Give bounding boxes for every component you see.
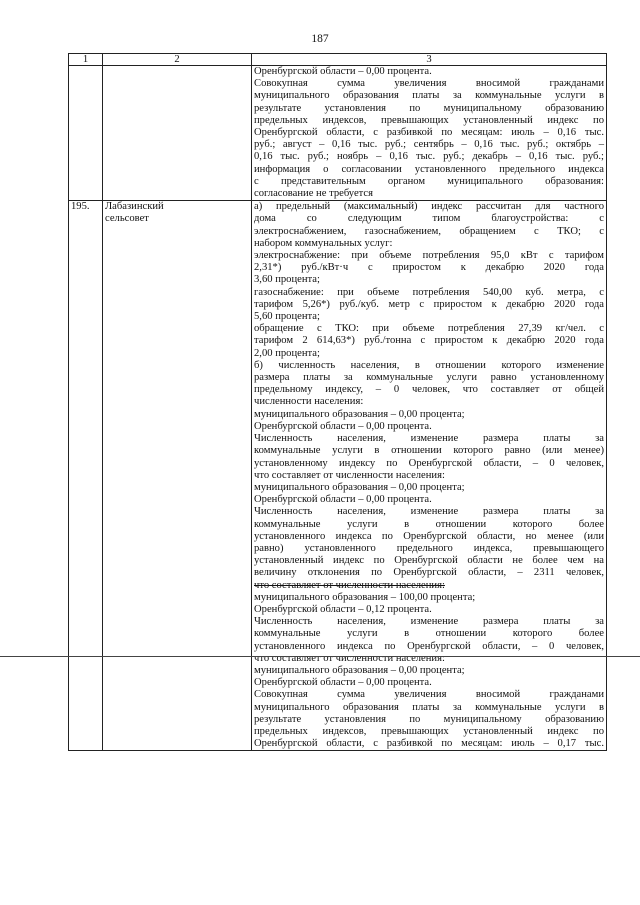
entry-municipality-name (103, 201, 252, 751)
text-line: коммунальные услуги в отношении которого более (254, 628, 604, 640)
text-line: набором коммунальных услуг: (254, 237, 393, 249)
text-line: установленному индексу по Оренбургской области, – 0 человек, (254, 457, 604, 469)
text-line: руб.; август – 0,16 тыс. руб.; сентябрь – 0,16 тыс. руб.; октябрь – (254, 139, 604, 151)
text-line: предельных индексов, превышающих установленный индекс по (254, 114, 604, 126)
text-line: Совокупная сумма увеличения вносимой гражданами (254, 78, 604, 90)
text-line: муниципального образования – 0,00 процента; (254, 408, 465, 420)
page-number: 187 (311, 33, 329, 45)
text-line: муниципального образования – 0,00 процента; (254, 664, 465, 676)
text-line: 0,16 тыс. руб.; ноябрь – 0,16 тыс. руб.; декабрь – 0,16 тыс. руб.; (254, 151, 604, 163)
text-line: результате установления по муниципальному образованию (254, 713, 604, 725)
cell-number-empty (69, 66, 103, 201)
text-line: обращение с ТКО: при объеме потребления 27,39 кг/чел. с (254, 323, 604, 335)
text-line: 3,60 процента; (254, 274, 320, 286)
text-line: 2,00 процента; (254, 347, 320, 359)
cell-continuation-text (252, 66, 607, 201)
page-cut-line (0, 656, 640, 657)
text-line: установленного индекса по Оренбургской области, – 0 человек, (254, 640, 604, 652)
document-table (68, 53, 607, 751)
entry-number: 195. (69, 201, 103, 751)
text-line: б) численность населения, в отношении которого изменение (254, 359, 604, 371)
cell-name-empty (103, 66, 252, 201)
text-line: согласование не требуется (254, 188, 374, 200)
text-line: равно) установленного предельного индекса, превышающего (254, 542, 604, 554)
text-line: электроснабжение: при объеме потребления 95,0 кВт с тарифом (254, 250, 604, 262)
text-line: муниципального образования – 0,00 процента; (254, 481, 465, 493)
text-line: Оренбургской области – 0,00 процента. (254, 677, 432, 689)
text-line: электроснабжением, газоснабжением, обращением с ТКО; с (254, 225, 604, 237)
text-line: с представительным органом муниципального образования: (254, 175, 604, 187)
table-row-continuation (69, 66, 607, 201)
text-line: 2,31*) руб./кВт·ч с приростом к декабрю 2020 года (254, 262, 604, 274)
text-line: газоснабжение: при объеме потребления 540,00 куб. метра, с (254, 286, 604, 298)
text-line: муниципального образования платы за коммунальные услуги в (254, 90, 604, 102)
entry-name-line: сельсовет (105, 213, 149, 225)
text-line: Оренбургской области – 0,00 процента. (254, 420, 432, 432)
text-line: Численность населения, изменение размера платы за (254, 616, 604, 628)
header-col-1: 1 (69, 54, 103, 66)
text-line: Оренбургской области – 0,00 процента. (254, 66, 432, 77)
text-line: установленного индекса по Оренбургской области, но менее (или (254, 530, 604, 542)
header-col-2: 2 (103, 54, 252, 66)
text-line: что составляет от численности населения: (254, 469, 445, 481)
text-line: коммунальные услуги в отношении которого более (254, 518, 604, 530)
text-line: что составляет от численности населения: (254, 579, 445, 591)
text-line: тарифом 2 614,63*) руб./тонна с приростом к декабрю 2020 года (254, 335, 604, 347)
text-line: муниципального образования платы за коммунальные услуги в (254, 701, 604, 713)
text-line: величину отклонения по Оренбургской области, – 2311 человек, (254, 567, 604, 579)
text-line: размера платы за коммунальные услуги равно установленному (254, 372, 604, 384)
table-row-entry-195 (69, 201, 607, 751)
text-line: Оренбургской области – 0,00 процента. (254, 494, 432, 506)
text-line: результате установления по муниципальному образованию (254, 102, 604, 114)
text-line: информация о согласовании установленного предельного индекса (254, 163, 604, 175)
text-line: Численность населения, изменение размера платы за (254, 506, 604, 518)
text-line: тарифом 5,26*) руб./куб. метр с приростом к декабрю 2020 года (254, 298, 604, 310)
text-line: предельному индексу, – 0 человек, что составляет от общей (254, 384, 604, 396)
entry-description (252, 201, 607, 751)
text-line: Численность населения, изменение размера платы за (254, 433, 604, 445)
text-line: муниципального образования – 100,00 процента; (254, 591, 476, 603)
text-line: Оренбургской области, с разбивкой по месяцам: июль – 0,16 тыс. (254, 127, 604, 139)
text-line: что составляет от численности населения: (254, 652, 445, 664)
text-line: Оренбургской области, с разбивкой по месяцам: июль – 0,17 тыс. (254, 738, 604, 750)
text-line: предельных индексов, превышающих установленный индекс по (254, 725, 604, 737)
text-line: коммунальные услуги в отношении которого равно (или менее) (254, 445, 604, 457)
table-header-row (69, 54, 607, 66)
entry-name-line: Лабазинский (105, 201, 164, 213)
text-line: Оренбургской области – 0,12 процента. (254, 603, 432, 615)
header-col-3: 3 (252, 54, 607, 66)
text-line: установленный индекс по Оренбургской области не более чем на (254, 555, 604, 567)
text-line: Совокупная сумма увеличения вносимой гражданами (254, 689, 604, 701)
text-line: а) предельный (максимальный) индекс рассчитан для частного (254, 201, 604, 213)
text-line: численности населения: (254, 396, 364, 408)
text-line: дома со следующим типом благоустройства: с (254, 213, 604, 225)
text-line: 5,60 процента; (254, 311, 320, 323)
